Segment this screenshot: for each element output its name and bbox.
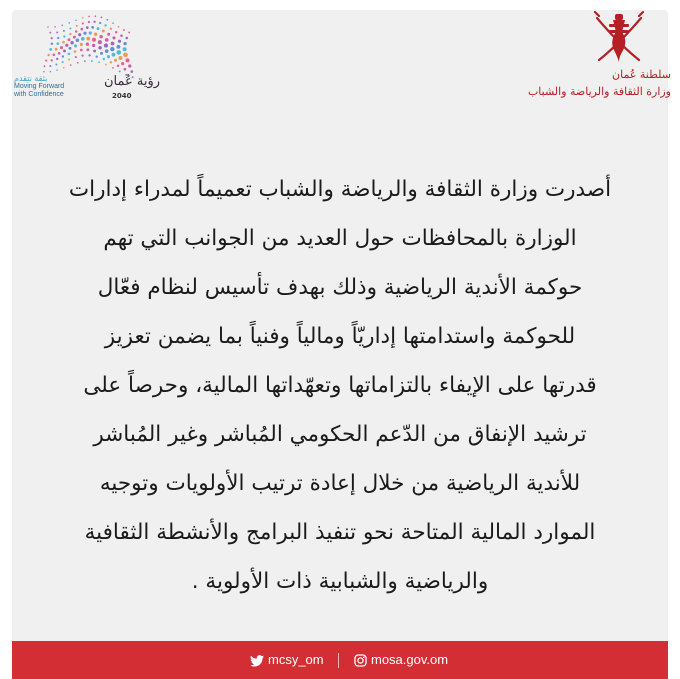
vision-dot xyxy=(63,35,65,37)
vision-dot xyxy=(68,58,70,60)
vision-dot xyxy=(126,37,129,40)
vision-dot xyxy=(44,65,46,67)
vision-dot xyxy=(117,65,119,67)
statement-line: قدرتها على الإيفاء بالتزاماتها وتعهّداتها المالية، وحرصاً على xyxy=(83,373,597,398)
vision-dot xyxy=(119,71,121,73)
vision-dot xyxy=(123,29,125,31)
vision-dot xyxy=(88,21,90,23)
vision-dot xyxy=(82,55,84,57)
vision-dot xyxy=(102,30,105,33)
footer-divider xyxy=(338,653,339,668)
vision-dot xyxy=(83,32,86,35)
statement-line: والرياضية والشبابية ذات الأولوية . xyxy=(191,569,489,594)
vision-dot xyxy=(98,61,100,63)
vision-dot xyxy=(75,30,78,33)
vision-dot xyxy=(68,38,71,41)
vision-dot xyxy=(99,22,101,24)
vision-dot xyxy=(49,48,52,51)
vision-dot xyxy=(107,33,110,36)
vision-dot xyxy=(74,44,77,47)
vision-dot xyxy=(80,49,83,52)
vision-dot xyxy=(81,37,85,41)
footer-bar xyxy=(12,641,668,679)
vision-dot xyxy=(98,46,102,50)
vision-dot xyxy=(56,31,58,33)
vision-dot xyxy=(84,60,86,62)
vision-dot xyxy=(87,48,90,51)
twitter-handle: mcsy_om xyxy=(268,652,324,667)
vision-dot xyxy=(68,22,70,24)
vision-dot xyxy=(45,60,47,62)
vision-dot xyxy=(103,58,105,60)
vision-dot xyxy=(69,47,72,50)
vision-dot xyxy=(125,58,129,62)
ministry-logo xyxy=(527,10,675,110)
vision-dot xyxy=(105,64,107,66)
vision-dot xyxy=(51,37,53,39)
vision-dot xyxy=(86,37,90,41)
vision-dot xyxy=(131,70,134,73)
vision-year: 2040 xyxy=(112,92,132,100)
vision-dot xyxy=(92,38,96,42)
vision-dot xyxy=(121,62,124,65)
vision-dot xyxy=(47,26,49,28)
vision-dot xyxy=(106,19,108,21)
vision-slogan-english-line1: Moving Forward xyxy=(14,83,65,90)
vision-dot xyxy=(62,41,65,44)
vision-dot xyxy=(120,34,123,37)
vision-dot xyxy=(43,71,45,73)
vision-dot xyxy=(82,22,84,24)
vision-dot xyxy=(65,44,68,47)
vision-dot xyxy=(61,25,63,27)
vision-dot xyxy=(96,55,98,57)
vision-dot xyxy=(80,43,83,46)
vision-dot xyxy=(110,47,114,51)
vision-dot xyxy=(78,33,81,36)
vision-dot xyxy=(117,50,122,55)
vision-dot xyxy=(49,32,51,34)
statement-line: الموارد المالية المتاحة نحو تنفيذ البرامج والأنشطة الثقافية xyxy=(84,520,596,545)
vision-dot xyxy=(100,52,103,55)
vision-dot xyxy=(51,59,53,61)
statement-line: الوزارة بالمحافظات حول العديد من الجوانب التي تهم xyxy=(103,226,577,251)
vision-dot xyxy=(76,25,78,27)
vision-dot xyxy=(104,24,106,26)
vision-dot xyxy=(86,26,89,29)
vision-dot xyxy=(123,42,126,45)
vision-dot xyxy=(118,56,122,60)
vision-title-arabic: رؤية عُمان xyxy=(104,74,161,89)
vision-dot xyxy=(51,43,53,45)
vision-dot xyxy=(124,68,127,71)
vision-dot xyxy=(75,56,77,58)
vision-dot xyxy=(128,31,130,33)
vision-dot xyxy=(112,22,114,24)
vision-dot xyxy=(69,33,71,35)
vision-dot xyxy=(98,40,102,44)
vision-slogan-arabic: بثقة نتقدم xyxy=(14,74,48,83)
vision-dot xyxy=(88,54,90,56)
statement-line: حوكمة الأندية الرياضية وذلك بهدف تأسيس لنظام فعّال xyxy=(97,275,583,300)
vision-dot xyxy=(60,46,63,49)
vision-dot xyxy=(69,27,71,29)
vision-dot xyxy=(110,61,112,63)
vision-dot xyxy=(58,52,61,55)
vision-dot xyxy=(75,19,77,21)
vision-dot xyxy=(55,48,58,51)
vision-dot xyxy=(95,15,97,17)
ministry-name-line2: وزارة الثقافة والرياضة والشباب xyxy=(527,85,671,98)
website-link[interactable] xyxy=(354,641,448,679)
vision-dot xyxy=(47,54,49,56)
vision-dot xyxy=(105,38,109,42)
vision-dot xyxy=(99,35,103,39)
vision-dot xyxy=(63,30,65,32)
vision-dot xyxy=(116,45,120,49)
vision-dot xyxy=(54,26,56,28)
vision-dot xyxy=(63,49,66,52)
vision-dot xyxy=(112,67,114,69)
vision-dot xyxy=(74,50,77,53)
vision-dot xyxy=(56,58,58,60)
vision-dot xyxy=(57,42,60,45)
vision-dot xyxy=(73,36,76,39)
statement-line: للأندية الرياضية من خلال إعادة ترتيب الأولويات وتوجيه xyxy=(99,471,581,496)
vision-dot xyxy=(92,44,95,47)
vision-slogan-english-line2: with Confidence xyxy=(14,91,64,98)
vision-dot xyxy=(94,32,97,35)
vision-dot xyxy=(91,26,94,29)
vision-dot xyxy=(114,59,117,62)
vision-dot xyxy=(111,42,115,46)
vision-dot xyxy=(57,37,59,39)
website-url: mosa.gov.om xyxy=(371,652,449,667)
vision-dot xyxy=(115,31,117,33)
vision-dot xyxy=(118,40,121,43)
vision-dot xyxy=(97,27,100,30)
vision-dot xyxy=(62,55,64,57)
vision-dot xyxy=(104,43,108,47)
vision-dot xyxy=(63,67,65,69)
statement-line: ترشيد الإنفاق من الدّعم الحكومي المُباشر وغير المُباشر xyxy=(93,422,587,447)
vision-dot xyxy=(81,28,84,31)
vision-dot xyxy=(62,61,64,63)
vision-dot xyxy=(49,65,51,67)
vision-dot xyxy=(101,17,103,19)
vision-dot xyxy=(123,52,128,57)
vision-dot xyxy=(105,49,109,53)
vision-dot xyxy=(93,21,95,23)
statement-line: أصدرت وزارة الثقافة والرياضة والشباب تعميماً لمدراء إدارات xyxy=(68,177,612,202)
vision-dot xyxy=(53,54,56,57)
vision-dot xyxy=(82,17,84,19)
vision-dot xyxy=(112,36,115,39)
vision-dot xyxy=(55,64,57,66)
vision-dot xyxy=(76,39,80,43)
vision-dot xyxy=(107,55,110,58)
vision-dot xyxy=(56,69,58,71)
vision-dot xyxy=(70,64,72,66)
vision-dot xyxy=(128,64,131,67)
vision-dot xyxy=(110,27,112,29)
vision-dot xyxy=(123,47,127,51)
vision-dot xyxy=(88,16,90,18)
instagram-icon xyxy=(354,654,367,667)
khanjar-emblem-icon xyxy=(589,10,649,66)
twitter-icon xyxy=(250,655,264,667)
statement-body xyxy=(28,165,652,606)
vision-dot xyxy=(77,62,79,64)
ministry-name-line1: سلطنة عُمان xyxy=(612,68,671,81)
vision-dot xyxy=(93,50,96,53)
vision-dot xyxy=(89,31,92,34)
statement-line: للحوكمة واستدامتها إداريّاً ومالياً وفنياً بما يضمن تعزيز xyxy=(104,324,576,349)
vision-dot xyxy=(118,26,120,28)
twitter-link[interactable] xyxy=(250,641,324,679)
vision-dot xyxy=(91,60,93,62)
vision-dot xyxy=(70,41,73,44)
oman-vision-2040-logo xyxy=(8,12,178,106)
vision-dot xyxy=(86,43,89,46)
vision-dot xyxy=(50,71,52,73)
vision-dot xyxy=(112,53,116,57)
vision-dot xyxy=(68,53,71,56)
